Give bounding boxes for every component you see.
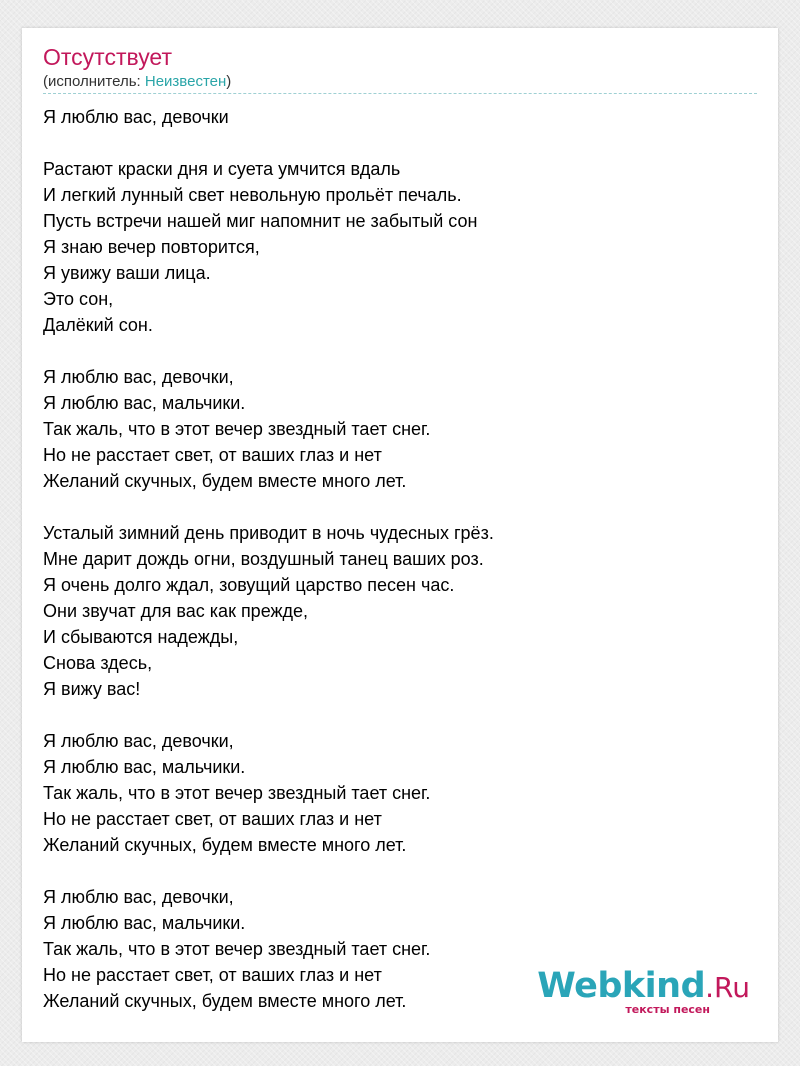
lyrics-line: Я очень долго ждал, зовущий царство песен час. [43,575,455,595]
lyrics-line: Они звучат для вас как прежде, [43,601,309,621]
artist-link[interactable]: Неизвестен [144,73,227,90]
logo-wordmark [537,968,750,1006]
lyrics-line: И сбываются надежды, [43,627,239,647]
lyrics-line: Я люблю вас, девочки, [43,887,234,907]
lyrics-line: Я люблю вас, мальчики. [43,757,246,777]
lyrics-line: Мне дарит дождь огни, воздушный танец ваших роз. [43,549,484,569]
lyrics-line: Пусть встречи нашей миг напомнит не забытый сон [43,211,478,231]
artist-line [43,72,231,92]
dashed-divider [43,93,757,94]
lyrics-line: Желаний скучных, будем вместе много лет. [43,835,407,855]
song-title: Отсутствует [43,44,172,70]
logo-name: Webkind [537,966,706,1006]
logo-tld: .Ru [705,971,750,1004]
lyrics-line: Усталый зимний день приводит в ночь чудесных грёз. [43,523,494,543]
lyrics-line: Это сон, [43,289,114,309]
site-logo[interactable] [537,968,750,1016]
lyrics-page [22,28,778,1042]
lyrics-line: Растают краски дня и суета умчится вдаль [43,159,401,179]
artist-prefix: (исполнитель: [43,73,145,90]
lyrics-line: Но не расстает свет, от ваших глаз и нет [43,965,382,985]
lyrics-text [43,104,757,1014]
lyrics-line: Но не расстает свет, от ваших глаз и нет [43,809,382,829]
lyrics-line: Так жаль, что в этот вечер звездный тает снег. [43,419,431,439]
lyrics-line: Я увижу ваши лица. [43,263,211,283]
lyrics-line: Но не расстает свет, от ваших глаз и нет [43,445,382,465]
lyrics-line: Далёкий сон. [43,315,153,335]
lyrics-line: Я люблю вас, мальчики. [43,393,246,413]
lyrics-line: Желаний скучных, будем вместе много лет. [43,471,407,491]
lyrics-line: Так жаль, что в этот вечер звездный тает снег. [43,783,431,803]
lyrics-line: Снова здесь, [43,653,153,673]
lyrics-line: Я вижу вас! [43,679,141,699]
lyrics-line: Желаний скучных, будем вместе много лет. [43,991,407,1011]
artist-suffix: ) [226,73,232,90]
lyrics-line: Я люблю вас, девочки, [43,731,234,751]
logo-tagline: тексты песен [625,1003,710,1016]
lyrics-line: Так жаль, что в этот вечер звездный тает снег. [43,939,431,959]
lyrics-line: Я знаю вечер повторится, [43,237,260,257]
lyrics-line: Я люблю вас, мальчики. [43,913,246,933]
lyrics-line: Я люблю вас, девочки [43,107,229,127]
lyrics-line: И легкий лунный свет невольную прольёт печаль. [43,185,462,205]
lyrics-line: Я люблю вас, девочки, [43,367,234,387]
